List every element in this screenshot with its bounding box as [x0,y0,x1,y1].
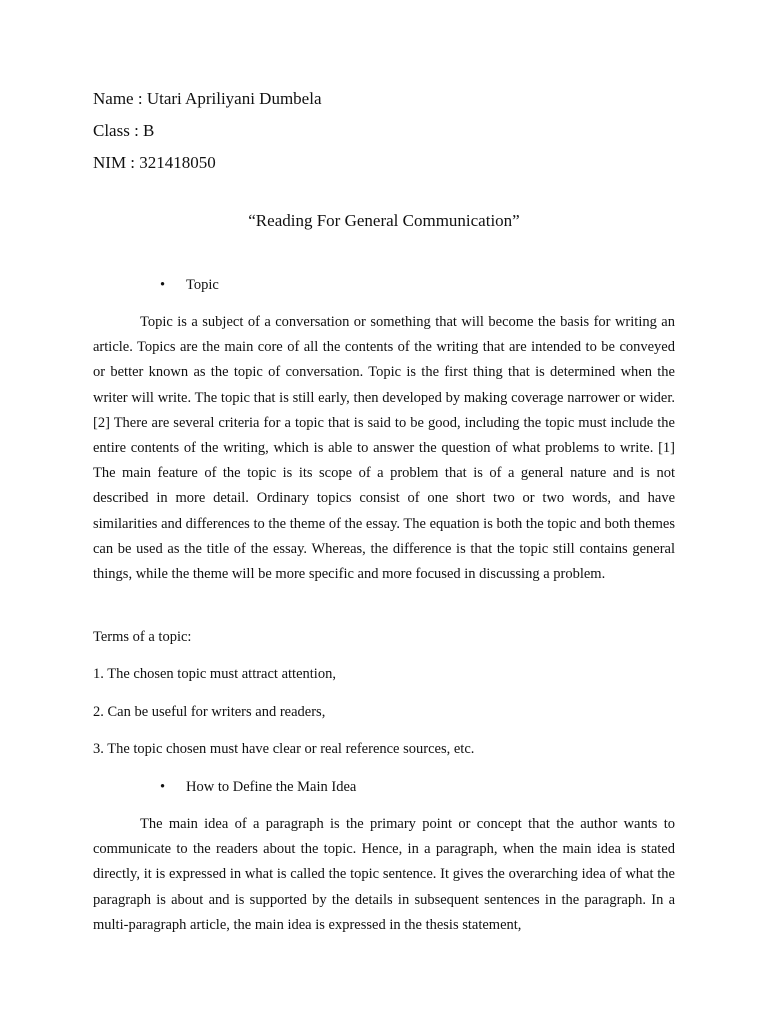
terms-heading: Terms of a topic: [93,629,192,645]
student-class: Class : B [93,121,155,140]
student-name: Name : Utari Apriliyani Dumbela [93,89,322,108]
terms-list-item: 3. The topic chosen must have clear or real reference sources, etc. [93,741,475,757]
section-heading-label: Topic [186,277,219,293]
section-heading-label: How to Define the Main Idea [186,779,357,795]
section-heading-main-idea [160,778,356,796]
student-nim: NIM : 321418050 [93,153,216,172]
section-heading-topic [160,276,219,294]
bullet-icon: • [160,779,166,795]
document-title: “Reading For General Communication” [248,211,520,230]
terms-list-item: 2. Can be useful for writers and readers, [93,704,326,720]
main-idea-paragraph: The main idea of a paragraph is the primary point or concept that the author wants to communicate to the readers about the topic. Hence, in a paragraph, when the main idea is stated directly, it is expressed in what is called the topic sentence. It gives the overarching idea of what the paragraph is about and is supported by the details in subsequent sentences in the paragraph. In a multi-paragraph article, the main idea is expressed in the thesis statement, [93,816,675,933]
terms-list-item: 1. The chosen topic must attract attention, [93,666,336,682]
topic-paragraph: Topic is a subject of a conversation or something that will become the basis for writing an article. Topics are the main core of all the contents of the writing that are intended to be conveyed or better known as the topic of conversation. Topic is the first thing that is determined when the writer will write. The topic that is still early, then developed by making coverage narrower or wider. [2] There are several criteria for a topic that is said to be good, including the topic must include the entire contents of the writing, which is able to answer the question of what problems to write. [1] The main feature of the topic is its scope of a problem that is of a general nature and is not described in more detail. Ordinary topics consist of one short two or two words, and have similarities and differences to the theme of the essay. The equation is both the topic and both themes can be used as the title of the essay. Whereas, the difference is that the topic still contains general things, while the theme will be more specific and more focused in discussing a problem. [93,314,675,583]
bullet-icon: • [160,277,166,293]
